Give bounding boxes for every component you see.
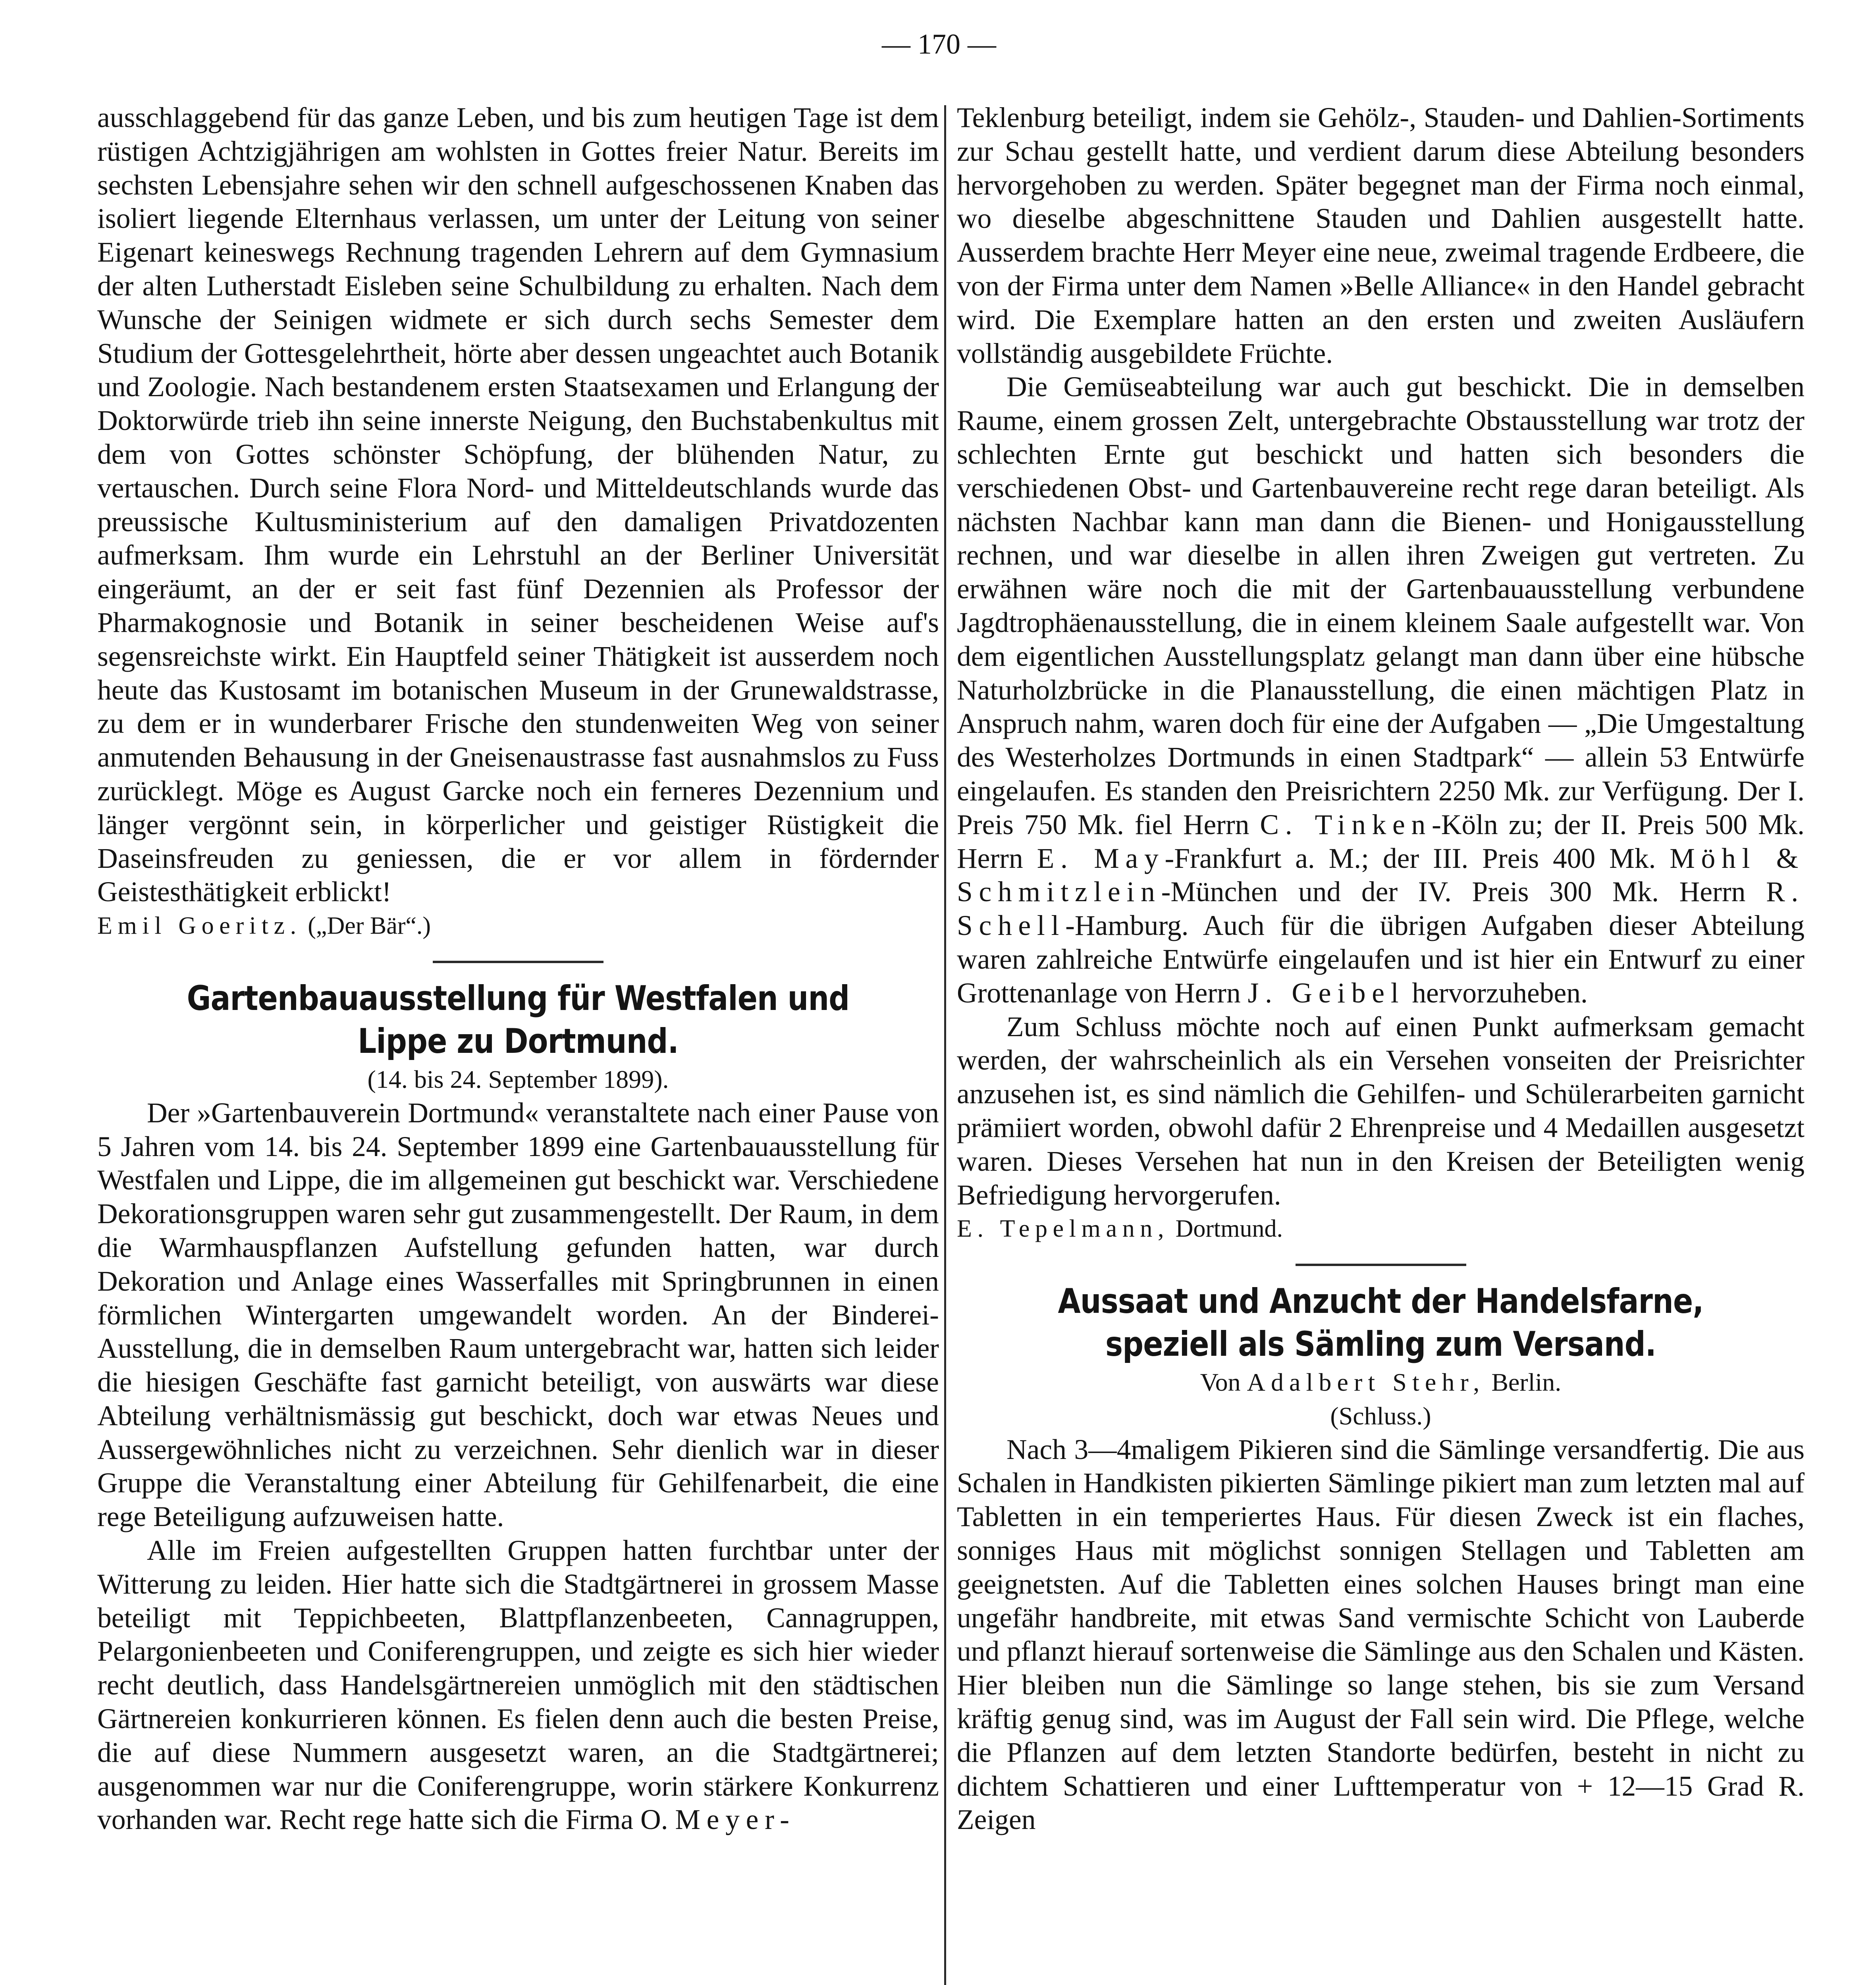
paragraph-outdoor-groups xyxy=(97,1534,939,1837)
paragraph-garcke-biography: ausschlaggebend für das ganze Leben, und bis zum heutigen Tage ist dem rüstigen Achtzigjährigen am wohlsten in Gottes freier Natur. Bereits im sechsten Lebensjahre sehen wir den schnell aufgeschossenen Knaben das isoliert liegende Elternhaus verlassen, um unter der Leitung von seiner Eigenart keineswegs Rechnung tragenden Lehrern auf dem Gymnasium der alten Lutherstadt Eisleben seine Schulbildung zu erhalten. Nach dem Wunsche der Seinigen widmete er sich durch sechs Semester dem Studium der Gottesgelehrtheit, hörte aber dessen ungeachtet auch Botanik und Zoologie. Nach bestandenem ersten Staatsexamen und Erlangung der Doktorwürde trieb ihn seine innerste Neigung, den Buchstabenkultus mit dem von Gottes schönster Schöpfung, der blühenden Natur, zu vertauschen. Durch seine Flora Nord- und Mitteldeutschlands wurde das preussische Kultusministerium auf den damaligen Privatdozenten aufmerksam. Ihm wurde ein Lehrstuhl an der Berliner Universität eingeräumt, an der er seit fast fünf Dezennien als Professor der Pharmakognosie und Botanik in seiner bescheidenen Weise auf's segensreichste wirkt. Ein Hauptfeld seiner Thätigkeit ist ausserdem noch heute das Kustosamt im botanischen Museum in der Grunewaldstrasse, zu dem er in wunderbarer Frische den stundenweiten Weg von seiner anmutenden Behausung in der Gneisenaustrasse fast ausnahmslos zu Fuss zurücklegt. Möge es August Garcke noch ein ferneres Dezennium und länger vergönnt sein, in körperlicher und geistiger Rüstigkeit die Daseinsfreuden zu geniessen, die er vor allem in fördernder Geistesthätigkeit erblickt! xyxy=(97,102,939,908)
paragraph-fern-seedlings: Nach 3—4maligem Pikieren sind die Sämlinge versandfertig. Die aus Schalen in Handkisten pikierten Sämlinge pikiert man zum letzten mal auf Tabletten in ein temperiertes Haus. Für diesen Zweck ist ein flaches, sonniges Haus mit möglichst sonnigen Stellagen und Tabletten am geeignetsten. Auf die Tabletten eines solchen Hauses bringt man eine ungefähr handbreite, mit etwas Sand vermischte Schicht von Lauberde und pflanzt hierauf sortenweise die Sämlinge aus den Schalen und Kästen. Hier bleiben nun die Sämlinge so lange stehen, bis sie zum Versand kräftig genug sind, was im August der Fall sein wird. Die Pflege, welche die Pflanzen auf dem letzten Standorte bedürfen, besteht in nicht zu dichtem Schattieren und einer Lufttemperatur von + 12—15 Grad R. Zeigen xyxy=(957,1434,1805,1836)
paragraph-vegetable-section xyxy=(957,370,1805,1010)
byline-prefix: Von xyxy=(1200,1368,1241,1397)
source-note: („Der Bär“.) xyxy=(308,912,431,940)
winner-name: R. Schell xyxy=(957,876,1805,942)
winner-name: Möhl & Schmitzlein xyxy=(957,842,1805,908)
paragraph-jury-oversight: Zum Schluss möchte noch auf einen Punkt aufmerksam gemacht werden, der wahrscheinlich als ein Versehen vonseiten der Preisrichter anzusehen ist, es sind nämlich die Gehilfen- und Schülerarbeiten garnicht prämiiert worden, obwohl dafür 2 Ehrenpreise und 4 Medaillen ausgesetzt waren. Dieses Versehen hat nun in den Kreisen der Beteiligten wenig Befriedigung hervorgerufen. xyxy=(957,1011,1805,1211)
paragraph-text: -Köln zu; der II. Preis 500 Mk. Herrn xyxy=(957,809,1805,874)
page-number: — 170 — xyxy=(882,28,996,60)
article-note: (Schluss.) xyxy=(1330,1401,1431,1430)
paragraph-text: Die Gemüseabteilung war auch gut beschickt. Die in demselben Raume, einem grossen Zelt, untergebrachte Obstausstellung war trotz der schlechten Ernte gut beschickt und hatten sich besonders die verschiedenen Obst- und Gartenbauvereine recht rege daran beteiligt. Als nächsten Nachbar kann man dann die Bienen- und Honigausstellung rechnen, und war dieselbe in allen ihren Zweigen gut vertreten. Zu erwähnen wäre noch die mit der Gartenbauausstellung verbundene Jagdtrophäenausstellung, die in einem kleinem Saale aufgestellt war. Von dem eigentlichen Ausstellungsplatz gelangt man dann über eine hübsche Naturholzbrücke in die Planausstellung, die einen mächtigen Platz in Anspruch nahm, waren doch für eine der Aufgaben — „Die Umgestaltung des Westerholzes Dortmunds in einen Stadtpark“ — allein 53 Entwürfe eingelaufen. Es standen den Preisrichtern 2250 Mk. zur Verfügung. Der I. Preis 750 Mk. fiel Herrn xyxy=(957,371,1805,840)
author-place: Dortmund. xyxy=(1175,1215,1283,1243)
section-divider xyxy=(433,961,603,963)
column-divider xyxy=(944,105,946,1985)
winner-name: E. May xyxy=(1037,842,1165,874)
paragraph-text: Alle im Freien aufgestellten Gruppen hatten furchtbar unter der Witterung zu leiden. Hier hatte sich die Stadtgärtnerei in grossem Masse beteiligt mit Teppichbeeten, Blattpflanzenbeeten, Cannagruppen, Pelargonienbeeten und Coniferengruppen, und zeigte es sich hier wieder recht deutlich, dass Handelsgärtnereien unmöglich mit den städtischen Gärtnereien konkurrieren können. Es fielen denn auch die besten Preise, die auf diese Nummern ausgesetzt waren, an die Stadtgärtnerei; ausgenommen war nur die Coniferengruppe, worin stärkere Konkurrenz vorhanden war. Recht rege hatte sich die Firma O. xyxy=(97,1535,939,1836)
signature-goeritz xyxy=(97,909,939,943)
firm-name: Meyer- xyxy=(675,1804,796,1836)
paragraph-meyer-continuation: Teklenburg beteiligt, indem sie Gehölz-, Stauden- und Dahlien-Sortiments zur Schau gestellt hatte, und verdient darum diese Abteilung besonders hervorgehoben zu werden. Später begegnet man der Firma noch einmal, wo dieselbe abgeschnittene Stauden und Dahlien ausgestellt hatte. Ausserdem brachte Herr Meyer eine neue, zweimal tragende Erdbeere, die von der Firma unter dem Namen »Belle Alliance« in den Handel gebracht wird. Die Exemplare hatten an den ersten und zweiten Ausläufern vollständig ausgebildete Früchte. xyxy=(957,102,1805,369)
article-heading-dortmund: Gartenbauausstellung für Westfalen und Lippe zu Dortmund. xyxy=(187,978,850,1061)
winner-name: J. Geibel xyxy=(1247,977,1405,1009)
author-name: Adalbert Stehr, xyxy=(1247,1368,1485,1397)
winner-name: C. Tinken xyxy=(1260,809,1432,840)
author-place: Berlin. xyxy=(1491,1368,1562,1397)
author-name: Emil Goeritz. xyxy=(97,912,302,940)
article-byline xyxy=(957,1366,1805,1399)
paragraph-text: -Hamburg. Auch für die übrigen Aufgaben dieser Abteilung waren zahlreiche Entwürfe eingelaufen und ist hier ein Entwurf zu einer Grottenanlage von Herrn xyxy=(957,910,1805,1009)
right-column xyxy=(957,101,1805,1985)
left-column xyxy=(97,101,939,1985)
paragraph-text: -Frankfurt a. M.; der III. Preis 400 Mk. xyxy=(1165,842,1656,874)
paragraph-text: hervorzuheben. xyxy=(1412,977,1588,1009)
author-name: E. Tepelmann, xyxy=(957,1215,1170,1243)
article-heading-ferns: Aussaat und Anzucht der Handelsfarne, speziell als Sämling zum Versand. xyxy=(1058,1282,1704,1364)
paragraph-exhibition-intro: Der »Gartenbauverein Dortmund« veranstaltete nach einer Pause von 5 Jahren vom 14. bis 24. September 1899 eine Gartenbauausstellung für Westfalen und Lippe, die im allgemeinen gut beschickt war. Verschiedene Dekorationsgruppen waren sehr gut zusammengestellt. Der Raum, in dem die Warmhauspflanzen Aufstellung gefunden hatten, war durch Dekoration und Anlage eines Wasserfalles mit Springbrunnen in einen förmlichen Wintergarten umgewandelt worden. An der Binderei-Ausstellung, die in demselben Raum untergebracht war, hatten sich leider die hiesigen Geschäfte fast garnicht beteiligt, von auswärts war diese Abteilung verhältnismässig gut beschickt, doch war etwas Neues und Aussergewöhnliches nicht zu verzeichnen. Sehr dienlich war in dieser Gruppe die Veranstaltung einer Abteilung für Gehilfenarbeit, die eine rege Beteiligung aufzuweisen hatte. xyxy=(97,1097,939,1533)
signature-tepelmann xyxy=(957,1212,1805,1246)
section-divider xyxy=(1296,1264,1466,1266)
paragraph-text: -München und der IV. Preis 300 Mk. Herrn xyxy=(1161,876,1746,908)
article-dateline: (14. bis 24. September 1899). xyxy=(367,1065,669,1093)
